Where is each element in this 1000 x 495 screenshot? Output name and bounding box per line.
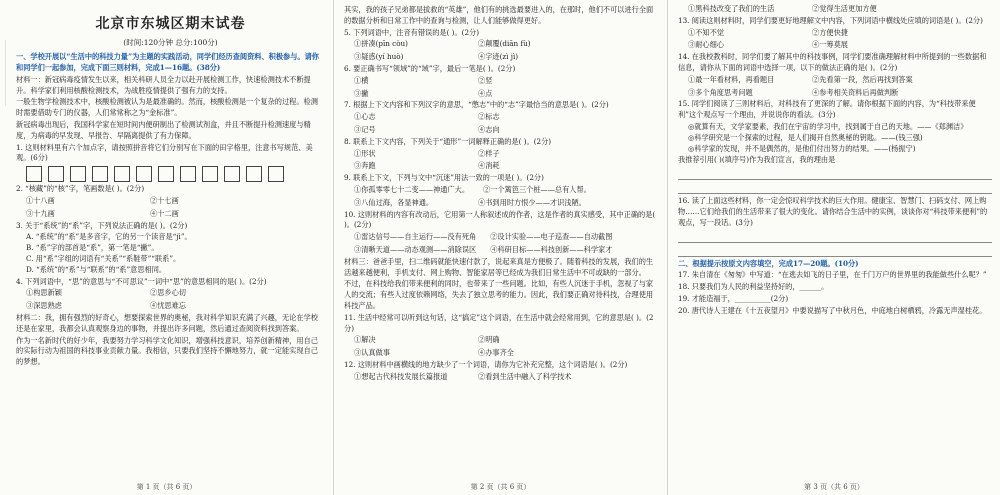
question-10: 10. 这则材料的内容有改动后，它用第一人称叙述成的作者，这是作者的真实感受，其中正确的是( )。(2分) (344, 209, 656, 230)
material-1: 材料一：新冠病毒疫情发生以来，相关科研人员全力以赴开展检测工作，快速检测技术不断提升。科学家们利用核酸检测技术，为战胜疫情提供了强有力的支持。 (16, 74, 311, 95)
section-2-heading: 二、根据提示按原文内容填空，完成17—20题。(10分) (678, 258, 859, 268)
q4-options: ①构思新颖 ②思乡心切 ③深思熟虑 ④忧思难忘 (26, 288, 186, 311)
q13-options: ①不知不觉 ②方便快捷 ③耐心细心 ④一筹莫展 (688, 27, 848, 50)
page3-top-options: ①黑科技改变了我们的生活 ②觉得生活更加方便 (688, 4, 877, 13)
question-2: 2. “核藏”的“核”字，笔画数是( )。(2分) (16, 184, 145, 194)
answer-line[interactable] (678, 182, 992, 194)
question-11: 11. 生活中经常可以听到这句话，这“搞定”这个词语，在生活中就会经常用到，它的意思是( )。(2分) (344, 312, 654, 333)
question-20: 20. 唐代诗人王建在《十五夜望月》中要说描写了中秋月色，中庭地白树栖鸦，冷露无声湿桂花。 (678, 305, 987, 315)
question-14: 14. 在我校教科时，同学们要了解其中的科技事例，同学们要准确理解材料中所提到的一些数据和信息，请你从下面的词语中选择一项，以下的做法正确的是( )。(2分) (678, 52, 987, 72)
exam-page-3 (668, 0, 1000, 495)
page-footer: 第 2 页（共 6 页） (470, 483, 531, 491)
answer-line[interactable] (678, 245, 992, 257)
question-12: 12. 这则材料中画横线的地方缺少了一个词语，请你为它补充完整，这个词语是( )。(2分) (344, 359, 628, 369)
question-5: 5. 下列词语中，注音有错误的是( )。(2分) (344, 27, 480, 37)
exam-meta: (时间:120分钟 总分:100分) (123, 38, 218, 47)
material-3-p2: 不过，在科技给我们带来便利的同时，也带来了一些问题。比如，有些人沉迷于手机，忽视了与家人的交流；有些人过度依赖网络，失去了独立思考的能力。因此，我们要正确对待科技，合理使用科技产品。 (344, 279, 654, 310)
question-1: 1. 这则材料里有六个加点字，请按照拼音将它们分别写在下面的田字格里，注意书写规范、美观。(6分) (16, 142, 313, 163)
section-heading: 一、学校开展以“生活中的科技力量”为主题的实践活动，同学们经历查阅资料、积极参与。请你和同学们一起参加，完成下面三则材料，完成1—16题。(38分) (16, 52, 319, 73)
question-9: 9. 联系上下文，下列与文中“沉迷”用法一致的一项是( )。(2分) (344, 173, 544, 183)
binding-margin: …………………………… (3, 40, 10, 106)
material-2-p2: 作为一名新时代的好少年，我要努力学习科学文化知识，增强科技意识，培养创新精神，用自己的实际行动为祖国的科技事业贡献力量。我相信，只要我们坚持不懈地努力，就一定能实现自己的梦想。 (16, 335, 318, 367)
q12-options: ①想起古代科技发展长篇报道 ②看到生活中融入了科学技术 (354, 371, 572, 381)
exam-page-1 (0, 0, 333, 495)
question-7: 7. 根据上下文内容和下列汉字的意思，“憋志”中的“志”字最恰当的意思是( )。(2分) (344, 100, 609, 110)
page-footer: 第 3 页（共 6 页） (804, 483, 864, 491)
question-15: 15. 同学们阅读了三则材料后，对科技有了更深的了解。请你根据下面的内容，为“科技带来便利”这个观点写一个理由，并说说你的看法。(3分) (678, 99, 976, 120)
material-1-p2: 一般生物学检测技术中，核酸检测被认为是最准确的。然而，核酸检测是一个复杂的过程。检测时需要借助专门的仪器，人们常常称之为“金标准”。 (16, 97, 318, 118)
answer-line[interactable] (678, 231, 992, 243)
q7-options: ①心志 ②标志 ③记号 ④志向 (354, 112, 500, 134)
q15-quotes: ◎就算有天，文学家要素，我们在宇宙的学习中，找到属于自己的天地。——《郑渊洁》 ◎科学研究是一个探索的过程，是人们揭开自然奥秘的钥匙。——(钱三强) ◎科学家的发现，并不是偶然的，是他们付出努力的结果。——(杨振宁) (688, 121, 968, 153)
q11-options: ①解决 ②明确 ③认真做事 ④办事齐全 (354, 335, 514, 358)
q14-options: ①最一年看材料，再看题目 ②先看第一段，然后再找到答案 ③多个角度思考问题 ④参考相关资料后再做判断 (688, 74, 913, 97)
question-18: 18. 只要我们为人民的利益坚持好的，______。 (678, 282, 829, 292)
answer-line[interactable] (678, 168, 992, 180)
question-16: 16. 读了上面这些材料，你一定会惊叹科学技术的巨大作用。健康宝、智慧门、扫码支付、网上购物……它们给我们的生活带来了很大的变化。请你结合生活中的实例，谈谈你对“科技带来便利”的观点，写一段话。(3分) (678, 196, 988, 227)
material-3: 材料三：爸爸手里，扫二维码就能快速付款了，说起来真是方便极了。随着科技的发展，我们的生活越来越便利，手机支付、网上购物、智能家居等已经成为我们日常生活中不可或缺的一部分。 (344, 256, 654, 277)
question-19: 19. 才能造福于，__________(2分) (678, 293, 789, 303)
question-13: 13. 阅读这则材料时，同学们要更好地理解文中内容，下列词语中横线处应填的词语是( )。(2分) (678, 15, 983, 25)
grid-boxes[interactable] (16, 165, 325, 183)
page2-top: 其实，我的孩子兄弟都是拔救的“英雄”，他们有的挑选最要进入的，在那时，他们不可以进行全面的数据分析和日常工作中的查询与检测，让人们能够做得更好。 (344, 5, 654, 25)
exam-page-2 (334, 0, 667, 495)
question-6: 6. 要正确书写“领域”的“域”字，最后一笔是( )。(2分) (344, 63, 516, 73)
question-8: 8. 联系上下文内容，下列关于“通形”一词解释正确的是( )。(2分) (344, 136, 552, 146)
question-3: 3. 关于“系统”的“系”字，下列说法正确的是( )。(2分) (16, 220, 188, 230)
material-2: 材料二：我，拥有强烈的好奇心，想要探索世界的奥秘，我对科学知识充满了兴趣，无论在学校还是在家里，我都会认真观察身边的事物，并提出许多问题，然后通过查阅资料找到答案。 (16, 312, 318, 333)
q9-options: ①你孤零零七十二变——神通广大。 ②一个篱笆三个桩——总有人帮。 ③八仙过海，各显神通。 ④书到用时方恨少——才识浅陋。 (354, 184, 591, 207)
q15-fill: 我推荐引用( )(填序号)作为我们宣言，我的理由是 (678, 155, 836, 165)
q2-options: ①十八画 ②十七画 ③十九画 ④十二画 (26, 196, 179, 218)
q10-options: ①雷达信号——自主运行——没有死角 ②设计实验——电子巡查——自动截图 ③清晰天道——动态观测——消除误区 ④科研目标——科技创新——科学家才 (354, 232, 613, 254)
q3-options: A. “系统”的“系”是多音字，它的另一个读音是“jì”。 B. “系”字的部首是“系”，第一笔是“撇”。 C. 用“系”字组的词语有“关系”“系鞋带”“联系”。 D. “系统”的“系”与“联系”的“系”意思相同。 (26, 232, 192, 274)
question-4: 4. 下列词语中，“思”的意思与“不可思议”一词中“思”的意思相同的是( )。(2分) (16, 276, 267, 286)
q8-options: ①形状 ②样子 ③奔跑 ④消耗 (354, 148, 500, 171)
question-17: 17. 朱自清在《匆匆》中写道：“在逃去如飞的日子里，在千门万户的世界里的我能做些什么呢？” (678, 270, 987, 280)
material-1-p3: 新冠病毒出现后，我国科学家在短时间内便研制出了检测试剂盒，并且不断提升检测速度与精度，为病毒的早发现、早报告、早隔离提供了有力保障。 (16, 120, 311, 140)
q6-options: ①横 ②竖 ③撇 ④点 (354, 75, 493, 98)
q5-options: ①拼凑(pīn còu) ②颠覆(diān fù) ③疑惑(yí huò) ④字迹(zì jì) (354, 39, 531, 62)
page-footer: 第 1 页（共 6 页） (136, 483, 197, 491)
page-title: 北京市东城区期末试卷 (95, 16, 246, 32)
